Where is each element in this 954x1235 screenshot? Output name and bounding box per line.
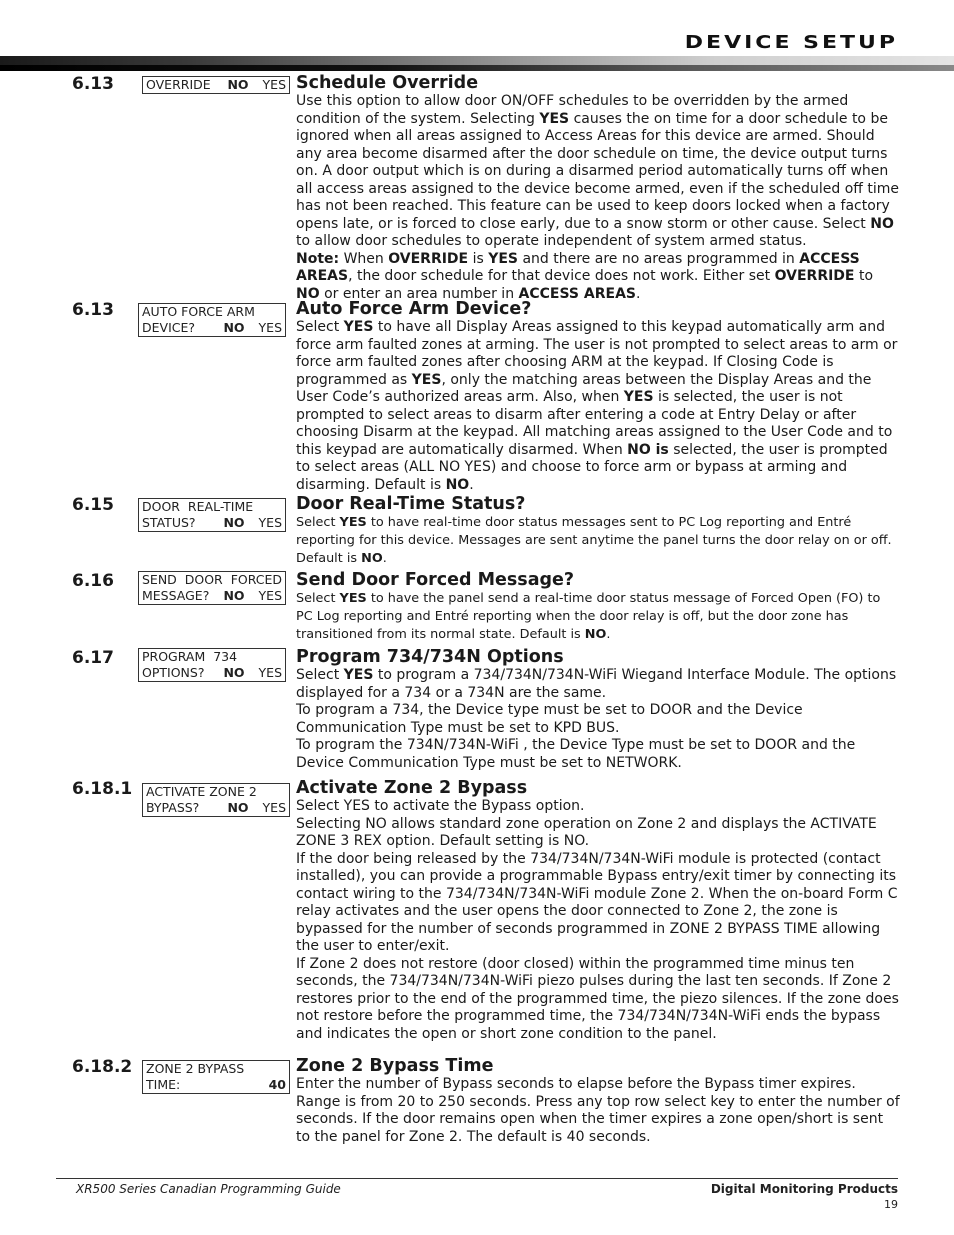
emphasis: YES	[623, 389, 654, 405]
body-paragraph: Note: When OVERRIDE is YES and there are no areas programmed in ACCESS AREAS, the door schedule for that device does not work. Either set OVERRIDE to NO or enter an area number in ACCESS AREAS.	[296, 250, 874, 302]
section-title: Auto Force Arm Device?	[296, 299, 532, 319]
section-number: 6.16	[72, 571, 114, 591]
keypad-option-yes: YES	[262, 77, 286, 92]
footer-guide-title: XR500 Series Canadian Programming Guide	[76, 1182, 341, 1196]
keypad-prompt: PROGRAM 734	[142, 649, 238, 664]
emphasis: Note:	[296, 250, 340, 267]
keypad-option-yes: YES	[262, 800, 286, 815]
keypad-option-no: NO	[223, 665, 245, 680]
keypad-prompt: DOOR REAL-TIME	[142, 499, 254, 514]
keypad-display-line	[142, 515, 282, 531]
emphasis: NO	[296, 285, 320, 302]
body-paragraph: Select YES to program a 734/734N/734N-WiFi Wiegand Interface Module. The options displayed for a 734 or a 734N are the same.	[296, 667, 897, 701]
keypad-display-line	[142, 320, 282, 336]
emphasis: NO	[584, 627, 607, 642]
keypad-display	[138, 498, 286, 532]
keypad-options	[227, 77, 286, 93]
body-paragraph: Selecting NO allows standard zone operation on Zone 2 and displays the ACTIVATE ZONE 3 REX option. Default setting is NO.	[296, 815, 877, 849]
keypad-options	[269, 1077, 286, 1093]
keypad-prompt: ACTIVATE ZONE 2	[146, 784, 257, 799]
emphasis: OVERRIDE	[774, 268, 855, 284]
page-header-title: DEVICE SETUP	[684, 33, 898, 53]
body-paragraph: If Zone 2 does not restore (door closed) within the programmed time minus ten seconds, the 734/734N/734N-WiFi piezo pulses during the last ten seconds. If Zone 2 restores prior to the end of the programmed time, the piezo silences. If the zone does not restore before the programmed time, the 734/734N/734N-WiFi ends the bypass and indicates the open or short zone condition to the panel.	[296, 955, 899, 1042]
keypad-options	[223, 588, 282, 604]
emphasis: YES	[411, 371, 442, 388]
keypad-prompt: TIME:	[146, 1077, 181, 1092]
section-title: Program 734/734N Options	[296, 647, 564, 667]
emphasis: NO	[870, 215, 894, 232]
keypad-display	[142, 783, 290, 817]
emphasis: NO is	[627, 441, 669, 458]
section-body	[296, 667, 900, 772]
keypad-display-line	[146, 77, 286, 93]
keypad-display-line	[142, 649, 282, 665]
keypad-options	[223, 665, 282, 681]
footer-company-name: Digital Monitoring Products	[710, 1182, 898, 1196]
emphasis: YES	[488, 250, 519, 267]
keypad-prompt: ZONE 2 BYPASS	[146, 1061, 245, 1076]
keypad-display-line	[142, 665, 282, 681]
section-body	[296, 93, 900, 303]
keypad-option-no: NO	[227, 800, 249, 815]
keypad-display	[138, 648, 286, 682]
section-body	[296, 590, 900, 644]
keypad-prompt: DEVICE?	[142, 320, 196, 335]
keypad-display-line	[146, 784, 286, 800]
keypad-display-line	[146, 800, 286, 816]
section-number: 6.13	[72, 300, 114, 320]
section-body	[296, 798, 900, 1043]
body-paragraph: Select YES to have the panel send a real-time door status message of Forced Open (FO) to PC Log reporting and Entré reporting when the door relay is off, but the door zone has transitioned from its normal state. Default is NO.	[296, 591, 881, 642]
section-body	[296, 514, 900, 568]
keypad-display	[142, 76, 290, 94]
keypad-prompt: STATUS?	[142, 515, 196, 530]
keypad-prompt: MESSAGE?	[142, 588, 210, 603]
section-number: 6.18.2	[72, 1057, 133, 1077]
keypad-display-line	[146, 1077, 286, 1093]
keypad-options	[227, 800, 286, 816]
keypad-prompt: BYPASS?	[146, 800, 200, 815]
keypad-option-no: NO	[227, 77, 249, 92]
section-title: Zone 2 Bypass Time	[296, 1056, 494, 1076]
keypad-prompt: SEND DOOR FORCED	[142, 572, 283, 587]
keypad-option-yes: YES	[258, 588, 282, 603]
section-body	[296, 1076, 900, 1146]
footer-divider	[56, 1178, 898, 1179]
emphasis: ACCESS AREAS	[296, 250, 860, 284]
keypad-option-yes: YES	[258, 665, 282, 680]
section-number: 6.17	[72, 648, 114, 668]
section-body	[296, 319, 900, 494]
keypad-display-line	[142, 572, 282, 588]
keypad-option-no: NO	[223, 588, 245, 603]
body-paragraph: If the door being released by the 734/734N/734N-WiFi module is protected (contact installed), you can provide a programmable Bypass entry/exit timer by connecting its contact wiring to the 734/734N/734N-WiFi module Zone 2. When the on-board Form C relay activates and the user opens the door connected to Zone 2, the zone is bypassed for the number of seconds programmed in ZONE 2 BYPASS TIME allowing the user to enter/exit.	[296, 850, 898, 954]
section-number: 6.15	[72, 495, 114, 515]
page-number: 19	[884, 1198, 898, 1211]
emphasis: OVERRIDE	[388, 250, 469, 267]
body-paragraph: Use this option to allow door ON/OFF schedules to be overridden by the armed condition of the system. Selecting YES causes the on time for a door schedule to be ignored when all areas assigned to Access Areas for this device are armed. Should any area become disarmed after the door schedule on time, the device output turns on. A door output which is on during a disarmed period automatically turns off when all access areas assigned to the device become armed, even if the scheduled off time has not been reached. This feature can be used to keep doors locked when a factory opens late, or is forced to close early, due to a snow storm or other cause. Select NO to allow door schedules to operate independent of system armed status.	[296, 93, 900, 249]
emphasis: YES	[539, 110, 570, 127]
body-paragraph: Select YES to activate the Bypass option.	[296, 798, 585, 814]
keypad-display-line	[146, 1061, 286, 1077]
keypad-prompt: OPTIONS?	[142, 665, 205, 680]
section-title: Schedule Override	[296, 73, 479, 93]
section-number: 6.18.1	[72, 779, 133, 799]
section-title: Activate Zone 2 Bypass	[296, 778, 528, 798]
keypad-display	[138, 571, 286, 605]
emphasis: ACCESS AREAS	[518, 285, 636, 302]
emphasis: YES	[339, 591, 367, 606]
header-bar	[0, 56, 954, 71]
keypad-options	[223, 320, 282, 336]
emphasis: YES	[343, 319, 374, 335]
emphasis: NO	[361, 551, 383, 566]
keypad-prompt: AUTO FORCE ARM	[142, 304, 255, 319]
body-paragraph: Enter the number of Bypass seconds to elapse before the Bypass timer expires. Range is from 20 to 250 seconds. Press any top row select key to enter the number of seconds. If the door remains open when the timer expires a zone open/short is sent to the panel for Zone 2. The default is 40 seconds.	[296, 1076, 900, 1145]
section-number: 6.13	[72, 74, 114, 94]
keypad-value: 40	[268, 1077, 286, 1092]
body-paragraph: To program a 734, the Device type must be set to DOOR and the Device Communication Type must be set to KPD BUS.	[296, 702, 803, 736]
body-paragraph: Select YES to have all Display Areas assigned to this keypad automatically arm and force arm faulted zones at arming. The user is not prompted to select areas to arm or force arm faulted zones after choosing ARM at the keypad. If Closing Code is programmed as YES, only the matching areas between the Display Areas and the User Code’s authorized areas arm. Also, when YES is selected, the user is not prompted to select areas to disarm after entering a code at Entry Delay or after choosing Disarm at the keypad. All matching areas assigned to the User Code and to this keypad are automatically disarmed. When NO is selected, the user is prompted to select areas (ALL NO YES) and choose to force arm or bypass at arming and disarming. Default is NO.	[296, 319, 898, 493]
keypad-options	[223, 515, 282, 531]
keypad-display	[142, 1060, 290, 1094]
keypad-option-yes: YES	[258, 515, 282, 530]
keypad-option-yes: YES	[258, 320, 282, 335]
keypad-prompt: OVERRIDE	[146, 77, 219, 92]
keypad-display-line	[142, 499, 282, 515]
body-paragraph: To program the 734N/734N-WiFi , the Device Type must be set to DOOR and the Device Communication Type must be set to NETWORK.	[296, 737, 856, 771]
emphasis: YES	[339, 515, 367, 530]
emphasis: NO	[445, 476, 470, 493]
body-paragraph: Select YES to have real-time door status messages sent to PC Log reporting and Entré reporting for this device. Messages are sent anytime the panel turns the door relay on or off. Default is NO.	[296, 515, 892, 566]
keypad-option-no: NO	[223, 515, 245, 530]
section-title: Door Real-Time Status?	[296, 494, 526, 514]
keypad-display	[138, 303, 286, 337]
section-title: Send Door Forced Message?	[296, 570, 575, 590]
keypad-display-line	[142, 304, 282, 320]
keypad-option-no: NO	[223, 320, 245, 335]
emphasis: YES	[343, 667, 374, 683]
keypad-display-line	[142, 588, 282, 604]
